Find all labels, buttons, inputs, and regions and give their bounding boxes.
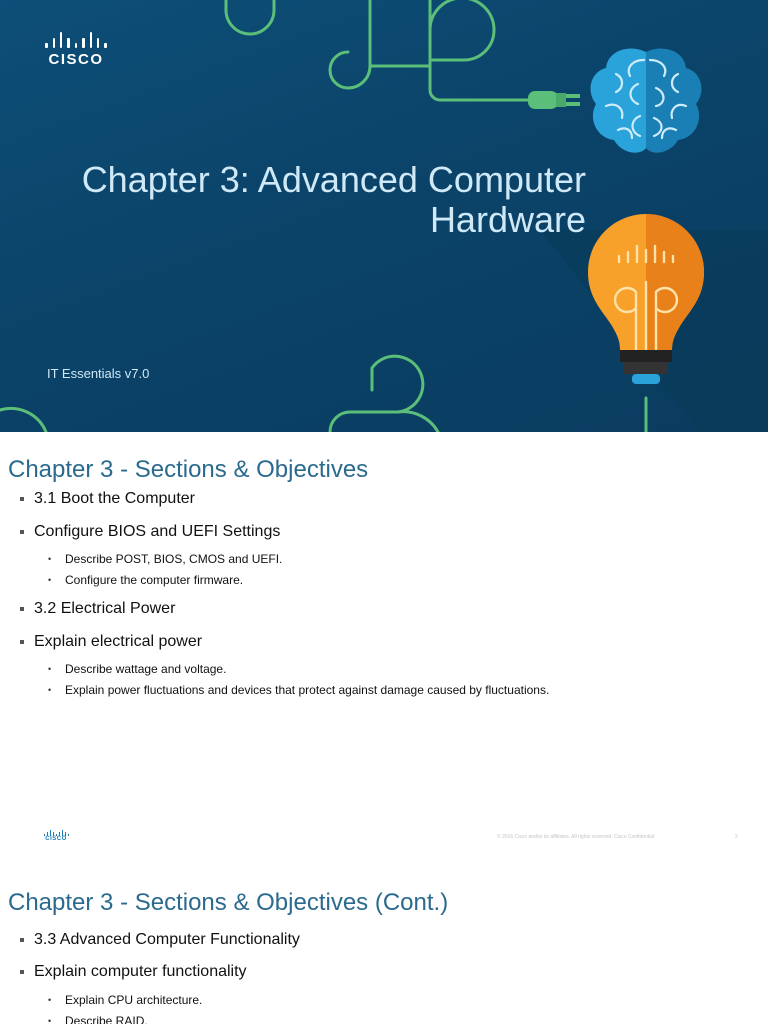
slide-heading: Chapter 3 - Sections & Objectives (Cont.) <box>8 889 449 916</box>
brain-icon <box>586 44 706 159</box>
list-item: 3.1 Boot the Computer <box>20 489 195 509</box>
slide-title <box>40 160 586 240</box>
cisco-bars-icon <box>40 32 112 48</box>
list-item: Configure BIOS and UEFI Settings <box>20 522 280 542</box>
slide-subtitle: IT Essentials v7.0 <box>47 366 150 381</box>
list-item: 3.3 Advanced Computer Functionality <box>20 930 300 950</box>
cisco-logo <box>40 32 112 72</box>
list-item: • Describe wattage and voltage. <box>48 661 226 677</box>
list-item: • Explain power fluctuations and devices that protect against damage caused by fluctuations. <box>48 682 549 698</box>
list-item: • Explain CPU architecture. <box>48 992 202 1008</box>
footer-cisco-wordmark: CISCO <box>45 836 67 842</box>
list-item: 3.2 Electrical Power <box>20 599 175 619</box>
title-slide <box>0 0 768 432</box>
slide-heading: Chapter 3 - Sections & Objectives <box>8 456 369 483</box>
objectives-cont-slide <box>0 864 768 1024</box>
slide-title-line-1: Chapter 3: Advanced Computer <box>81 159 586 200</box>
list-item: • Configure the computer firmware. <box>48 572 243 588</box>
page-number: 2 <box>735 834 738 840</box>
plug-icon <box>526 84 582 116</box>
footer-copyright: © 2016 Cisco and/or its affiliates. All rights reserved. Cisco Confidential <box>497 834 655 840</box>
lightbulb-icon <box>586 212 708 392</box>
list-item: • Describe RAID. <box>48 1013 148 1024</box>
cisco-wordmark: CISCO <box>48 51 104 68</box>
list-item: Explain computer functionality <box>20 962 247 982</box>
list-item: Explain electrical power <box>20 632 202 652</box>
objectives-slide <box>0 432 768 864</box>
list-item: • Describe POST, BIOS, CMOS and UEFI. <box>48 551 282 567</box>
slide-title-line-2: Hardware <box>429 199 586 240</box>
footer-cisco-logo <box>42 830 70 848</box>
